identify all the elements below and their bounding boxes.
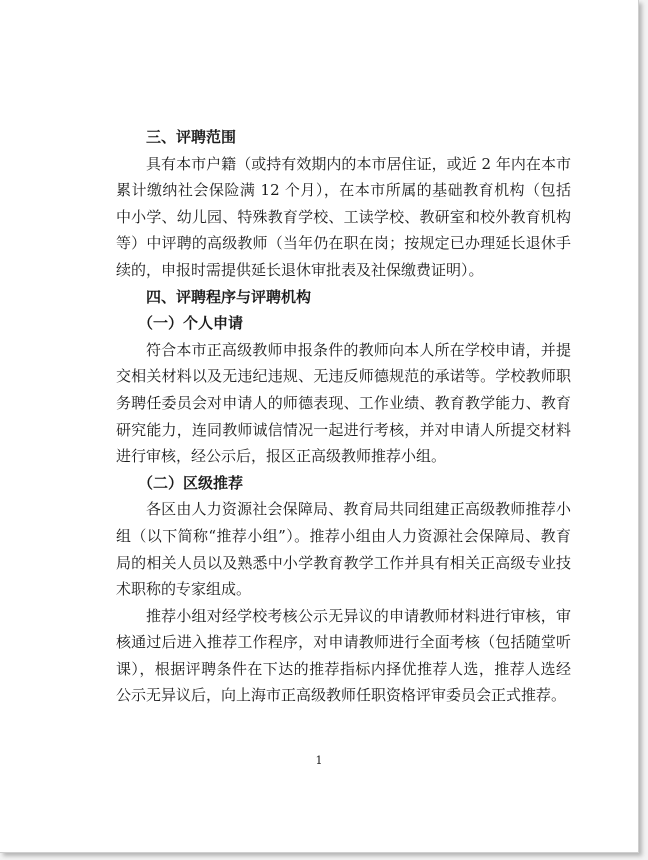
subsection-district-recommendation-paragraph-1: 各区由人力资源社会保障局、教育局共同组建正高级教师推荐小组（以下简称“推荐小组”）。推荐小组由人力资源社会保障局、教育局的相关人员以及熟悉中小学教育教学工作并具有相关正高级专业技术职称的专家组成。: [116, 500, 571, 599]
page-number: 1: [315, 754, 323, 767]
section-three-paragraph: 具有本市户籍（或持有效期内的本市居住证，或近 2 年内在本市累计缴纳社会保险满 12 个月），在本市所属的基础教育机构（包括中小学、幼儿园、特殊教育学校、工读学校、教研室和校外教育机构等）中评聘的高级教师（当年仍在职在岗；按规定已办理延长退休手续的，申报时需提供延长退休审批表及社保缴费证明）。: [116, 154, 571, 279]
section-three-heading: 三、评聘范围: [146, 128, 237, 146]
subsection-district-recommendation-heading: （二）区级推荐: [138, 473, 244, 492]
subsection-personal-application-paragraph: 符合本市正高级教师申报条件的教师向本人所在学校申请，并提交相关材料以及无违纪违规、无违反师德规范的承诺等。学校教师职务聘任委员会对申请人的师德表现、工作业绩、教育教学能力、教育研究能力，连同教师诚信情况一起进行考核，并对申请人所提交材料进行审核，经公示后，报区正高级教师推荐小组。: [116, 340, 571, 466]
section-four-heading: 四、评聘程序与评聘机构: [146, 287, 312, 306]
document-body: [116, 124, 571, 709]
subsection-personal-application-heading: （一）个人申请: [138, 314, 244, 333]
subsection-district-recommendation-paragraph-2: 推荐小组对经学校考核公示无异议的申请教师材料进行审核，审核通过后进入推荐工作程序，对申请教师进行全面考核（包括随堂听课），根据评聘条件在下达的推荐指标内择优推荐人选，推荐人选经公示无异议后，向上海市正高级教师任职资格评审委员会正式推荐。: [116, 606, 571, 705]
